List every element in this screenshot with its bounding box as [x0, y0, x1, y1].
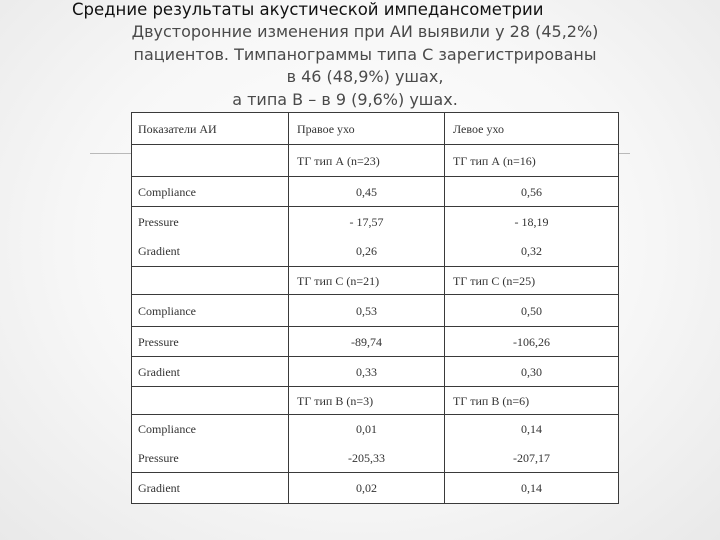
type-b-right: ТГ тип В (n=3) — [289, 387, 445, 415]
subtitle-line: Двусторонние изменения при АИ выявили у 28 (45,2%) — [131, 22, 599, 41]
value-cell: 0,56 — [445, 177, 619, 207]
param-pressure: Pressure — [138, 215, 179, 229]
title-divider-right — [618, 153, 630, 154]
value-cell — [445, 415, 619, 473]
param-gradient: Gradient — [132, 357, 289, 387]
value-cell: 0,30 — [445, 357, 619, 387]
value-cell — [289, 207, 445, 267]
table-header-row — [132, 113, 619, 145]
table-row — [132, 473, 619, 504]
header-indicator: Показатели АИ — [132, 113, 289, 145]
title-divider-left — [90, 153, 132, 154]
slide-subtitle — [60, 21, 670, 111]
value: 0,32 — [521, 244, 542, 258]
type-a-right: ТГ тип А (n=23) — [289, 145, 445, 177]
type-a-left: ТГ тип А (n=16) — [445, 145, 619, 177]
type-c-left: ТГ тип С (n=25) — [445, 267, 619, 295]
value: 0,01 — [356, 422, 377, 436]
empty-cell — [132, 267, 289, 295]
value: -205,33 — [348, 451, 385, 465]
value-cell: 0,33 — [289, 357, 445, 387]
param-compliance: Compliance — [138, 422, 196, 436]
value: - 18,19 — [514, 215, 549, 229]
header-right-ear: Правое ухо — [289, 113, 445, 145]
slide-title: Средние результаты акустической импедансометрии — [72, 0, 544, 19]
subtitle-line: в 46 (48,9%) ушах, — [286, 67, 444, 86]
value-cell: 0,02 — [289, 473, 445, 504]
results-table-container — [131, 112, 618, 503]
type-c-row — [132, 267, 619, 295]
value-cell: 0,50 — [445, 295, 619, 327]
empty-cell — [132, 145, 289, 177]
table-row — [132, 327, 619, 357]
value: - 17,57 — [349, 215, 384, 229]
value-cell: -106,26 — [445, 327, 619, 357]
param-gradient: Gradient — [138, 244, 180, 258]
param-gradient: Gradient — [132, 473, 289, 504]
param-compliance-pressure — [132, 415, 289, 473]
value: 0,26 — [356, 244, 377, 258]
type-b-row — [132, 387, 619, 415]
value: 0,14 — [521, 422, 542, 436]
type-b-left: ТГ тип В (n=6) — [445, 387, 619, 415]
value-cell: -89,74 — [289, 327, 445, 357]
table-row — [132, 295, 619, 327]
value: -207,17 — [513, 451, 550, 465]
table-row — [132, 357, 619, 387]
table-row — [132, 415, 619, 473]
value-cell — [445, 207, 619, 267]
value-cell: 0,53 — [289, 295, 445, 327]
empty-cell — [132, 387, 289, 415]
header-left-ear: Левое ухо — [445, 113, 619, 145]
table-row — [132, 177, 619, 207]
param-pressure: Pressure — [132, 327, 289, 357]
param-pressure: Pressure — [138, 451, 179, 465]
table-row — [132, 207, 619, 267]
value-cell: 0,45 — [289, 177, 445, 207]
results-table — [131, 112, 619, 504]
type-c-right: ТГ тип С (n=21) — [289, 267, 445, 295]
type-a-row — [132, 145, 619, 177]
param-compliance: Compliance — [132, 295, 289, 327]
param-pressure-gradient — [132, 207, 289, 267]
param-compliance: Compliance — [132, 177, 289, 207]
subtitle-line: пациентов. Тимпанограммы типа С зарегистрированы — [133, 44, 597, 64]
subtitle-line: а типа В – в 9 (9,6%) ушах. — [232, 89, 458, 109]
value-cell: 0,14 — [445, 473, 619, 504]
value-cell — [289, 415, 445, 473]
